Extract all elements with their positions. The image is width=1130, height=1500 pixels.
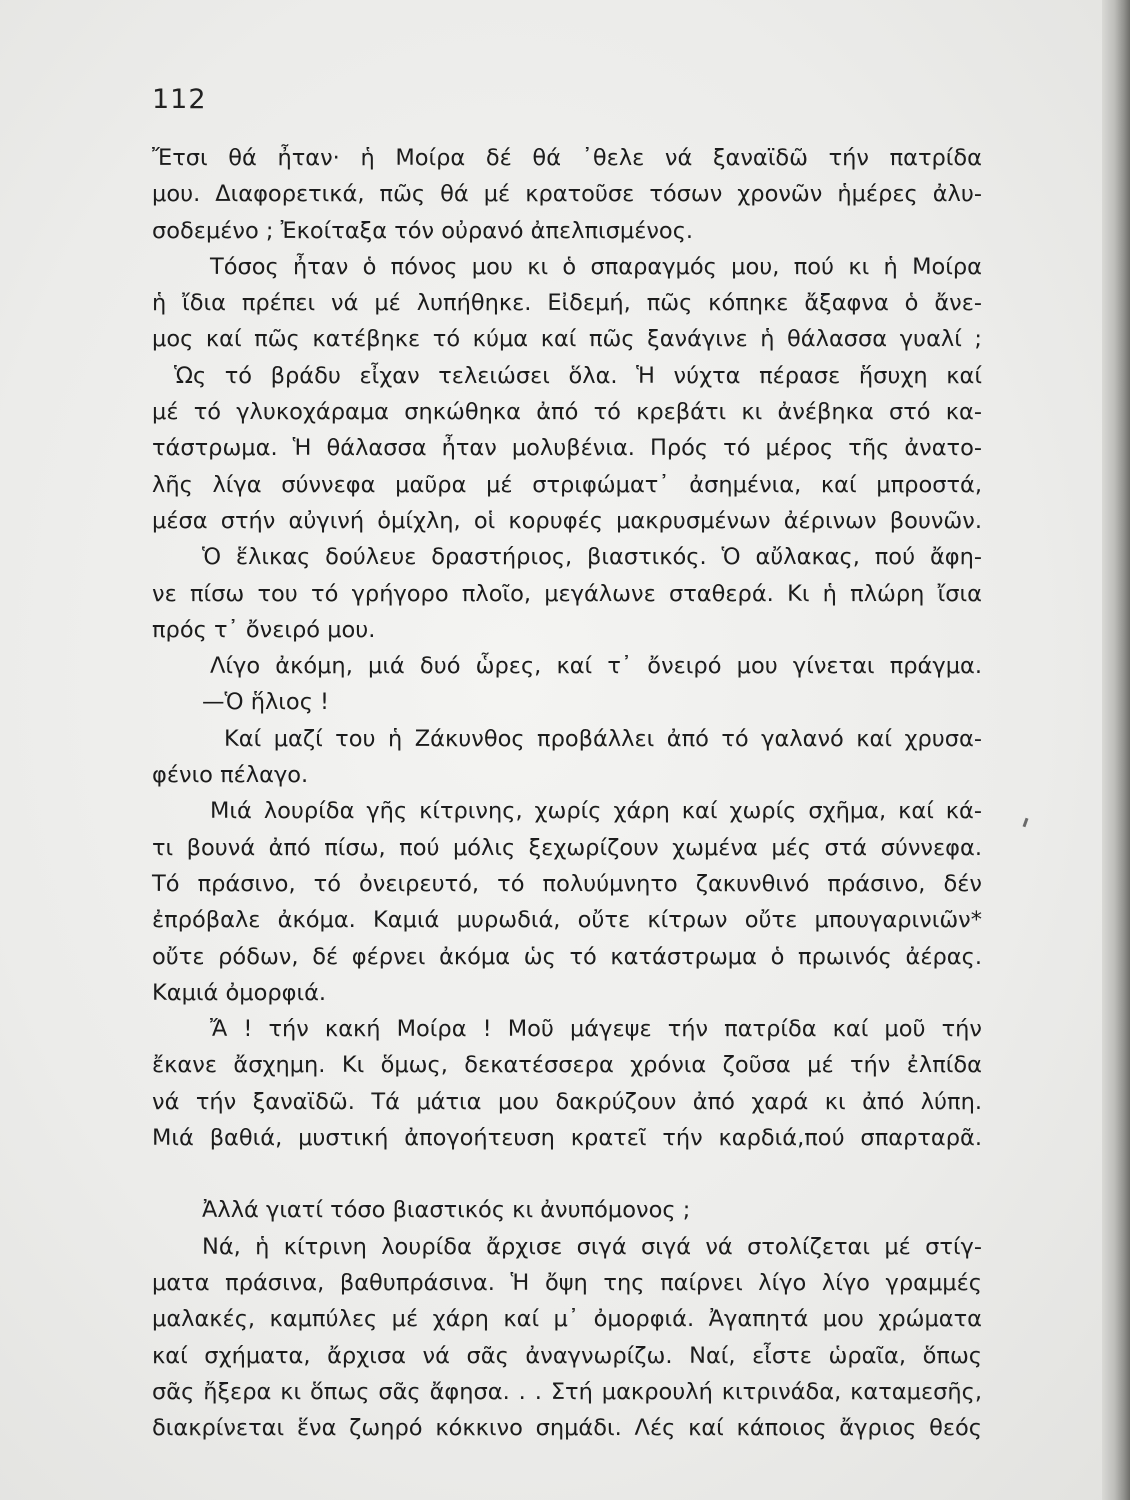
text-line: Ἔτσι θά ἦταν· ἡ Μοίρα δέ θά ᾽θελε νά ξαναϊδῶ τήν πατρίδα bbox=[152, 145, 982, 171]
text-line: Ὁ ἕλικας δούλευε δραστήριος, βιαστικός. Ὁ αὔλακας, πού ἄφη- bbox=[202, 544, 982, 571]
text-line: μαλακές, καμπύλες μέ χάρη καί μ᾽ ὀμορφιά. Ἀγαπητά μου χρώματα bbox=[152, 1306, 982, 1333]
text-line: μέ τό γλυκοχάραμα σηκώθηκα ἀπό τό κρεβάτι κι ἀνέβηκα στό κα- bbox=[152, 399, 982, 426]
text-line: Τόσος ἦταν ὁ πόνος μου κι ὁ σπαραγμός μου, πού κι ἡ Μοίρα bbox=[210, 253, 982, 280]
body-text bbox=[152, 140, 982, 1446]
paragraph bbox=[152, 648, 982, 684]
text-line: καί σχήματα, ἄρχισα νά σᾶς ἀναγνωρίζω. Ναί, εἶστε ὡραῖα, ὅπως bbox=[152, 1342, 982, 1369]
text-line: Καί μαζί του ἡ Ζάκυνθος προβάλλει ἀπό τό γαλανό καί χρυσα- bbox=[224, 725, 982, 752]
text-line: φένιο πέλαγο. bbox=[152, 762, 309, 789]
paragraph bbox=[152, 358, 982, 539]
section-gap bbox=[152, 1156, 982, 1192]
text-line: μος καί πῶς κατέβηκε τό κύμα καί πῶς ξανάγινε ἡ θάλασσα γυαλί ; bbox=[152, 326, 982, 353]
paragraph bbox=[152, 1192, 982, 1228]
text-line: μου. Διαφορετικά, πῶς θά μέ κρατοῦσε τόσων χρονῶν ἡμέρες ἀλυ- bbox=[152, 181, 982, 208]
text-line: ματα πράσινα, βαθυπράσινα. Ἡ ὄψη της παίρνει λίγο λίγο γραμμές bbox=[152, 1269, 982, 1296]
text-line: Μιά βαθιά, μυστική ἀπογοήτευση κρατεῖ τήν καρδιά,πού σπαρταρᾶ. bbox=[152, 1125, 982, 1152]
text-line: νά τήν ξαναϊδῶ. Τά μάτια μου δακρύζουν ἀπό χαρά κι ἀπό λύπη. bbox=[152, 1088, 982, 1115]
text-line: διακρίνεται ἕνα ζωηρό κόκκινο σημάδι. Λές καί κάποιος ἄγριος θεός bbox=[152, 1415, 982, 1442]
text-line: μέσα στήν αὐγινή ὁμίχλη, οἱ κορυφές μακρυσμένων ἀέρινων βουνῶν. bbox=[152, 507, 982, 534]
text-line: ἐπρόβαλε ἀκόμα. Καμιά μυρωδιά, οὔτε κίτρων οὔτε μπουγαρινιῶν* bbox=[152, 907, 982, 934]
paragraph bbox=[152, 140, 982, 249]
text-line: λῆς λίγα σύννεφα μαῦρα μέ στριφώματ᾽ ἀσημένια, καί μπροστά, bbox=[152, 471, 982, 498]
text-line: Ἄ ! τήν κακή Μοίρα ! Μοῦ μάγεψε τήν πατρίδα καί μοῦ τήν bbox=[210, 1016, 982, 1043]
text-line: ἔκανε ἄσχημη. Κι ὅμως, δεκατέσσερα χρόνια ζοῦσα μέ τήν ἐλπίδα bbox=[152, 1052, 982, 1079]
paragraph bbox=[152, 249, 982, 358]
text-line: πρός τ᾽ ὄνειρό μου. bbox=[152, 616, 376, 643]
paragraph bbox=[152, 684, 982, 720]
ink-speck bbox=[1023, 818, 1029, 827]
text-line: Λίγο ἀκόμη, μιά δυό ὧρες, καί τ᾽ ὄνειρό μου γίνεται πράγμα. bbox=[210, 653, 982, 680]
text-line: ἡ ἴδια πρέπει νά μέ λυπήθηκε. Εἰδεμή, πῶς κόπηκε ἄξαφνα ὁ ἄνε- bbox=[152, 290, 982, 317]
page-edge-shadow bbox=[1102, 0, 1130, 1500]
text-line: —Ὁ ἥλιος ! bbox=[202, 689, 330, 716]
text-line: Ἀλλά γιατί τόσο βιαστικός κι ἀνυπόμονος ; bbox=[202, 1197, 691, 1224]
paragraph bbox=[152, 1229, 982, 1447]
text-line: Μιά λουρίδα γῆς κίτρινης, χωρίς χάρη καί χωρίς σχῆμα, καί κά- bbox=[210, 798, 982, 825]
paragraph bbox=[152, 793, 982, 1011]
paragraph bbox=[152, 539, 982, 648]
text-line: Τό πράσινο, τό ὀνειρευτό, τό πολυύμνητο ζακυνθινό πράσινο, δέν bbox=[152, 870, 982, 897]
text-line: τάστρωμα. Ἡ θάλασσα ἦταν μολυβένια. Πρός τό μέρος τῆς ἀνατο- bbox=[152, 435, 982, 462]
text-line: Καμιά ὀμορφιά. bbox=[152, 979, 327, 1006]
text-line: οὔτε ρόδων, δέ φέρνει ἀκόμα ὡς τό κατάστρωμα ὁ πρωινός ἀέρας. bbox=[152, 943, 982, 970]
paragraph bbox=[152, 721, 982, 794]
page-number: 112 bbox=[152, 84, 207, 115]
text-line: Ὡς τό βράδυ εἶχαν τελειώσει ὅλα. Ἡ νύχτα πέρασε ἥσυχη καί bbox=[174, 362, 982, 389]
paragraph bbox=[152, 1011, 982, 1156]
text-line: σοδεμένο ; Ἐκοίταξα τόν οὐρανό ἀπελπισμένος. bbox=[152, 217, 694, 244]
text-line: σᾶς ἤξερα κι ὅπως σᾶς ἄφησα. . . Στή μακρουλή κιτρινάδα, καταμεσῆς, bbox=[152, 1378, 982, 1405]
text-line: νε πίσω του τό γρήγορο πλοῖο, μεγάλωνε σταθερά. Κι ἡ πλώρη ἴσια bbox=[152, 580, 982, 607]
text-line: Νά, ἡ κίτρινη λουρίδα ἄρχισε σιγά σιγά νά στολίζεται μέ στίγ- bbox=[202, 1233, 982, 1260]
text-line: τι βουνά ἀπό πίσω, πού μόλις ξεχωρίζουν χωμένα μές στά σύννεφα. bbox=[152, 834, 982, 861]
